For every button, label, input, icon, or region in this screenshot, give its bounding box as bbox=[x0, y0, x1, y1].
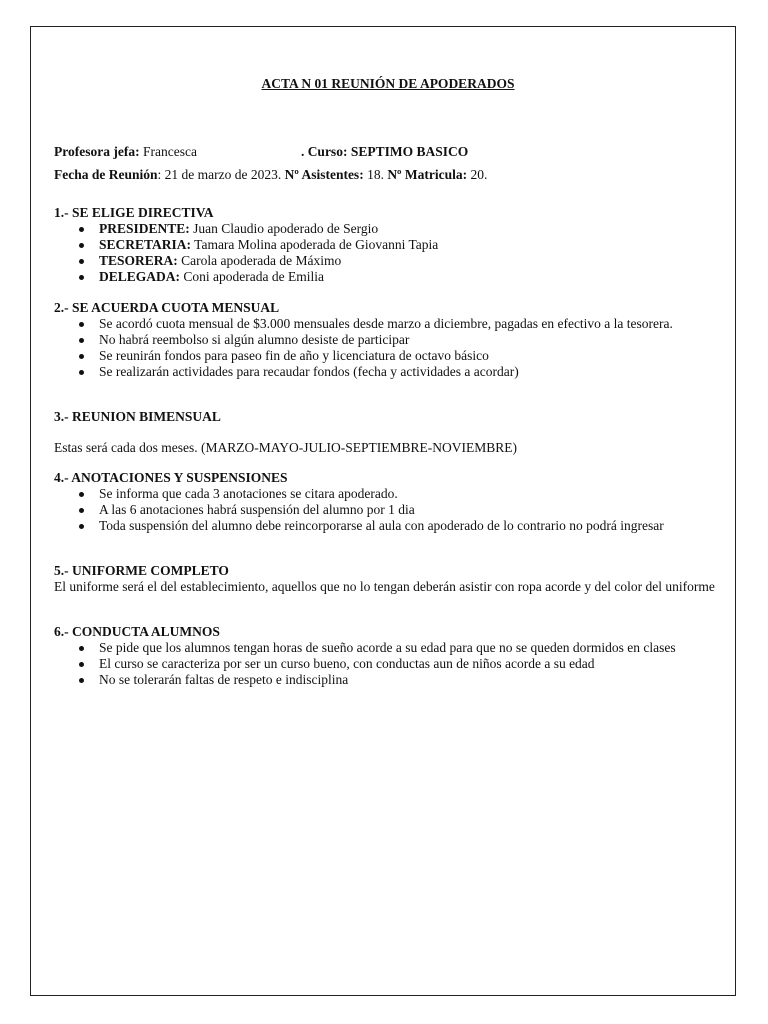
section-2-heading: 2.- SE ACUERDA CUOTA MENSUAL bbox=[54, 300, 280, 315]
document-title: ACTA N 01 REUNIÓN DE APODERADOS bbox=[261, 76, 515, 91]
list-item: No se tolerarán faltas de respeto e indisciplina bbox=[54, 672, 722, 688]
matricula-value: 20. bbox=[467, 167, 488, 182]
section-4-list bbox=[54, 486, 722, 534]
section-2-list bbox=[54, 316, 722, 380]
list-item: El curso se caracteriza por ser un curso bueno, con conductas aun de niños acorde a su edad bbox=[54, 656, 722, 672]
list-item: Toda suspensión del alumno debe reincorporarse al aula con apoderado de lo contrario no podrá ingresar bbox=[54, 518, 722, 534]
list-item: Se pide que los alumnos tengan horas de sueño acorde a su edad para que no se queden dormidos en clases bbox=[54, 640, 722, 656]
profesora-label: Profesora jefa: bbox=[54, 144, 140, 159]
section-4-heading: 4.- ANOTACIONES Y SUSPENSIONES bbox=[54, 470, 288, 485]
section-5-heading: 5.- UNIFORME COMPLETO bbox=[54, 563, 229, 578]
section-1-list bbox=[54, 221, 722, 285]
list-item: Se informa que cada 3 anotaciones se citara apoderado. bbox=[54, 486, 722, 502]
role-label: TESORERA: bbox=[99, 253, 178, 268]
section-3-heading: 3.- REUNION BIMENSUAL bbox=[54, 409, 221, 424]
role-text: Tamara Molina apoderada de Giovanni Tapia bbox=[191, 237, 439, 252]
list-item bbox=[54, 237, 722, 253]
list-item bbox=[54, 221, 722, 237]
document-page bbox=[30, 26, 736, 996]
profesora-value: Francesca bbox=[139, 144, 197, 159]
role-text: Juan Claudio apoderado de Sergio bbox=[189, 221, 379, 236]
fecha-value: : 21 de marzo de 2023. bbox=[157, 167, 285, 182]
section-6-heading: 6.- CONDUCTA ALUMNOS bbox=[54, 624, 220, 639]
header-line-2 bbox=[54, 167, 487, 183]
asistentes-value: 18. bbox=[363, 167, 388, 182]
matricula-label: Nº Matricula: bbox=[387, 167, 468, 182]
section-3-text: Estas será cada dos meses. (MARZO-MAYO-JULIO-SEPTIEMBRE-NOVIEMBRE) bbox=[54, 440, 517, 455]
role-text: Coni apoderada de Emilia bbox=[180, 269, 324, 284]
section-5-text: El uniforme será el del establecimiento, aquellos que no lo tengan deberán asistir con ropa acorde y del color del uniforme bbox=[54, 579, 715, 594]
list-item: A las 6 anotaciones habrá suspensión del alumno por 1 dia bbox=[54, 502, 722, 518]
list-item: Se acordó cuota mensual de $3.000 mensuales desde marzo a diciembre, pagadas en efectivo a la tesorera. bbox=[54, 316, 722, 332]
asistentes-label: Nº Asistentes: bbox=[284, 167, 364, 182]
role-label: SECRETARIA: bbox=[99, 237, 192, 252]
curso-label: . Curso: bbox=[300, 144, 348, 159]
list-item bbox=[54, 253, 722, 269]
fecha-label: Fecha de Reunión bbox=[54, 167, 158, 182]
list-item: Se reunirán fondos para paseo fin de año y licenciatura de octavo básico bbox=[54, 348, 722, 364]
list-item: No habrá reembolso si algún alumno desiste de participar bbox=[54, 332, 722, 348]
curso-value: SEPTIMO BASICO bbox=[347, 144, 469, 159]
section-1-heading: 1.- SE ELIGE DIRECTIVA bbox=[54, 205, 214, 220]
role-label: DELEGADA: bbox=[99, 269, 181, 284]
section-6-list bbox=[54, 640, 722, 688]
list-item bbox=[54, 269, 722, 285]
list-item: Se realizarán actividades para recaudar fondos (fecha y actividades a acordar) bbox=[54, 364, 722, 380]
role-text: Carola apoderada de Máximo bbox=[177, 253, 342, 268]
header-line-1 bbox=[54, 144, 468, 160]
role-label: PRESIDENTE: bbox=[99, 221, 190, 236]
